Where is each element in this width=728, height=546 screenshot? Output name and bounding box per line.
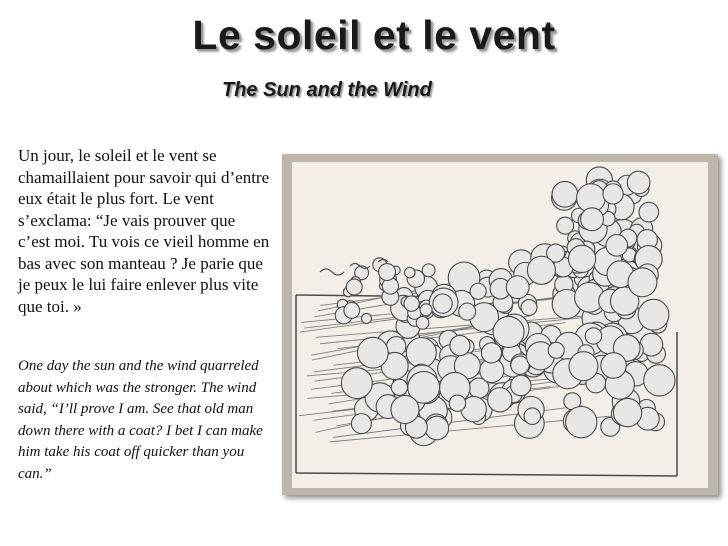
slide-subtitle: The Sun and the Wind bbox=[222, 79, 432, 101]
wind-cloud-illustration bbox=[282, 154, 718, 495]
wind-cloud-drawing bbox=[282, 154, 718, 495]
french-paragraph: Un jour, le soleil et le vent se chamaillaient pour savoir qui d’entre eux était le plus fort. Le vent s’exclama: “Je vais prouver que c’est moi. Tu vois ce vieil homme en bas avec son manteau ? Je parie que je peux le lui faire enlever plus vite que toi. » bbox=[18, 146, 270, 316]
slide-title: Le soleil et le vent bbox=[192, 12, 556, 58]
english-paragraph: One day the sun and the wind quarreled about which was the stronger. The wind said, “I’ll prove I am. See that old man down there with a coat? I bet I can make him take his coat off quicker than you can.” bbox=[18, 358, 263, 482]
